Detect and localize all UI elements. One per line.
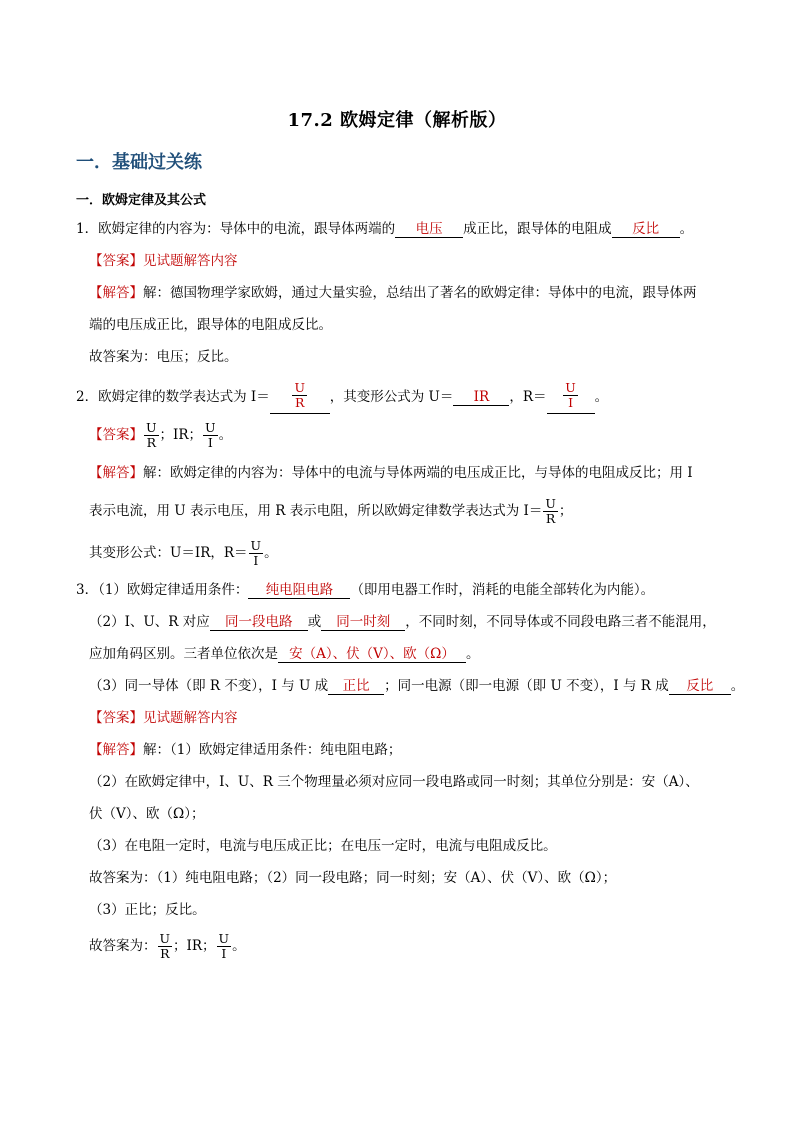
q3-final-fraction-1 [158,932,173,961]
q2-stem-a: 2．欧姆定律的数学表达式为 I＝ [76,389,270,405]
q2-analysis-text-3: 其变形公式：U＝IR，R＝ [89,545,248,561]
q3-final-line-1: 故答案为：（1）纯电阻电路；（2）同一段电路；同一时刻；安（A）、伏（V）、欧（Ω）； [89,870,617,886]
q2-stem-c: ，R＝ [509,389,547,405]
section-heading: 一．基础过关练 [76,152,202,173]
q2-analysis-line-3 [89,539,278,568]
q1-blank-2: 反比 [612,221,680,238]
fraction-denominator: I [253,553,259,568]
q3-line-1 [76,580,654,600]
q2-analysis-line-1 [89,463,693,483]
q3-blank-6: 反比 [669,678,731,695]
q3-final-end: 。 [232,938,246,954]
q2-blank-3-fraction [563,381,578,410]
fraction-denominator: R [146,435,156,450]
q3-line-2-a: （2）I、U、R 对应 [89,614,210,630]
q3-blank-4: 安（A）、伏（V）、欧（Ω） [278,646,466,663]
q2-blank-1-fraction [292,381,307,410]
q2-analysis-fraction-1 [543,497,558,526]
q3-blank-1: 纯电阻电路 [248,582,350,599]
q3-analysis-tag: 【解答】 [89,742,143,758]
q1-final-answer: 故答案为：电压；反比。 [89,349,238,365]
q3-line-1-b: （即用电器工作时，消耗的电能全部转化为内能）。 [350,582,655,598]
q1-stem-c: 。 [679,221,694,237]
fraction-denominator: I [568,395,574,410]
q1-stem [76,219,693,239]
q3-blank-2: 同一段电路 [210,614,308,631]
q3-line-3-b: 。 [466,646,480,662]
fraction-denominator: I [207,435,213,450]
q2-answer-fraction-2 [203,421,218,450]
q3-blank-5: 正比 [328,678,384,695]
q3-line-2 [89,612,716,632]
q3-line-2-or: 或 [307,614,322,630]
q3-line-4 [89,676,744,696]
q2-answer-end: 。 [218,427,233,443]
subsection-heading: 一．欧姆定律及其公式 [76,193,207,208]
q2-answer-sep: ；IR； [159,427,203,443]
q1-stem-b: 成正比，跟导体的电阻成 [463,221,612,237]
q2-blank-3 [547,381,595,414]
q1-answer [89,251,238,271]
q3-line-1-a: 3．（1）欧姆定律适用条件： [76,582,249,598]
q1-blank-1: 电压 [395,221,463,238]
q1-analysis-text-1: 解：德国物理学家欧姆，通过大量实验，总结出了著名的欧姆定律：导体中的电流，跟导体两 [143,285,697,301]
q1-analysis-line-2: 端的电压成正比，跟导体的电阻成反比。 [89,317,332,333]
q2-analysis-tag: 【解答】 [89,465,143,481]
q2-analysis-text-3b: 。 [264,545,278,561]
q2-answer-fraction-1 [144,421,159,450]
fraction-numerator: U [565,380,576,395]
q2-answer-tag: 【答案】 [89,427,143,443]
q2-stem-b: ，其变形公式为 U＝ [329,389,454,405]
q1-answer-text: 见试题解答内容 [143,253,238,269]
q3-analysis-line-2: （2）在欧姆定律中，I、U、R 三个物理量必须对应同一段电路或同一时刻；其单位分别是：安（A）、 [89,774,699,790]
q3-final-sep: ；IR； [173,938,216,954]
q2-analysis-text-1: 解：欧姆定律的内容为：导体中的电流与导体两端的电压成正比，与导体的电阻成反比；用 I [143,465,693,481]
q3-analysis-line-1 [89,740,401,760]
q2-analysis-line-2 [89,497,572,526]
q2-analysis-fraction-2 [249,539,264,568]
q3-final-line-3 [89,932,246,961]
q1-answer-tag: 【答案】 [89,253,143,269]
q2-blank-2: IR [453,389,509,406]
q3-line-3-a: 应加角码区别。三者单位依次是 [89,646,278,662]
q2-stem [76,381,608,414]
fraction-numerator: U [159,931,171,946]
q3-final-line-2: （3）正比；反比。 [89,902,206,918]
q3-line-4-b: ；同一电源（即一电源（即 U 不变），I 与 R 成 [384,678,669,694]
q3-answer [89,708,238,728]
q2-analysis-text-2: 表示电流，用 U 表示电压，用 R 表示电阻，所以欧姆定律数学表达式为 I＝ [89,503,543,519]
q3-answer-text: 见试题解答内容 [143,710,238,726]
fraction-numerator: U [205,420,216,435]
q3-line-2-b: ，不同时刻，不同导体或不同段电路三者不能混用， [405,614,716,630]
q3-final-text: 故答案为： [89,938,157,954]
q3-analysis-line-4: （3）在电阻一定时，电流与电压成正比；在电压一定时，电流与电阻成反比。 [89,838,557,854]
q3-blank-3: 同一时刻 [321,614,405,631]
page-title: 17.2 欧姆定律（解析版） [287,110,507,131]
fraction-denominator: R [160,946,170,961]
q2-stem-d: 。 [594,389,609,405]
q1-stem-a: 1．欧姆定律的内容为：导体中的电流，跟导体两端的 [76,221,396,237]
q1-analysis-line-1 [89,283,697,303]
q3-final-fraction-2 [217,932,232,961]
q2-analysis-text-2b: ； [558,503,573,519]
q2-blank-1 [270,381,330,414]
fraction-denominator: I [221,946,227,961]
q3-answer-tag: 【答案】 [89,710,143,726]
q3-analysis-line-3: 伏（V）、欧（Ω）； [89,806,205,822]
q3-analysis-text-1: 解：（1）欧姆定律适用条件：纯电阻电路； [143,742,402,758]
fraction-numerator: U [218,931,230,946]
fraction-numerator: U [250,538,262,553]
q1-analysis-tag: 【解答】 [89,285,143,301]
fraction-denominator: R [295,395,305,410]
q2-answer [89,421,232,450]
q3-line-4-a: （3）同一导体（即 R 不变），I 与 U 成 [89,678,329,694]
fraction-denominator: R [545,511,556,526]
fraction-numerator: U [545,496,556,511]
q3-line-3 [89,644,480,664]
q3-line-4-c: 。 [730,678,745,694]
fraction-numerator: U [146,420,157,435]
fraction-numerator: U [294,380,305,395]
